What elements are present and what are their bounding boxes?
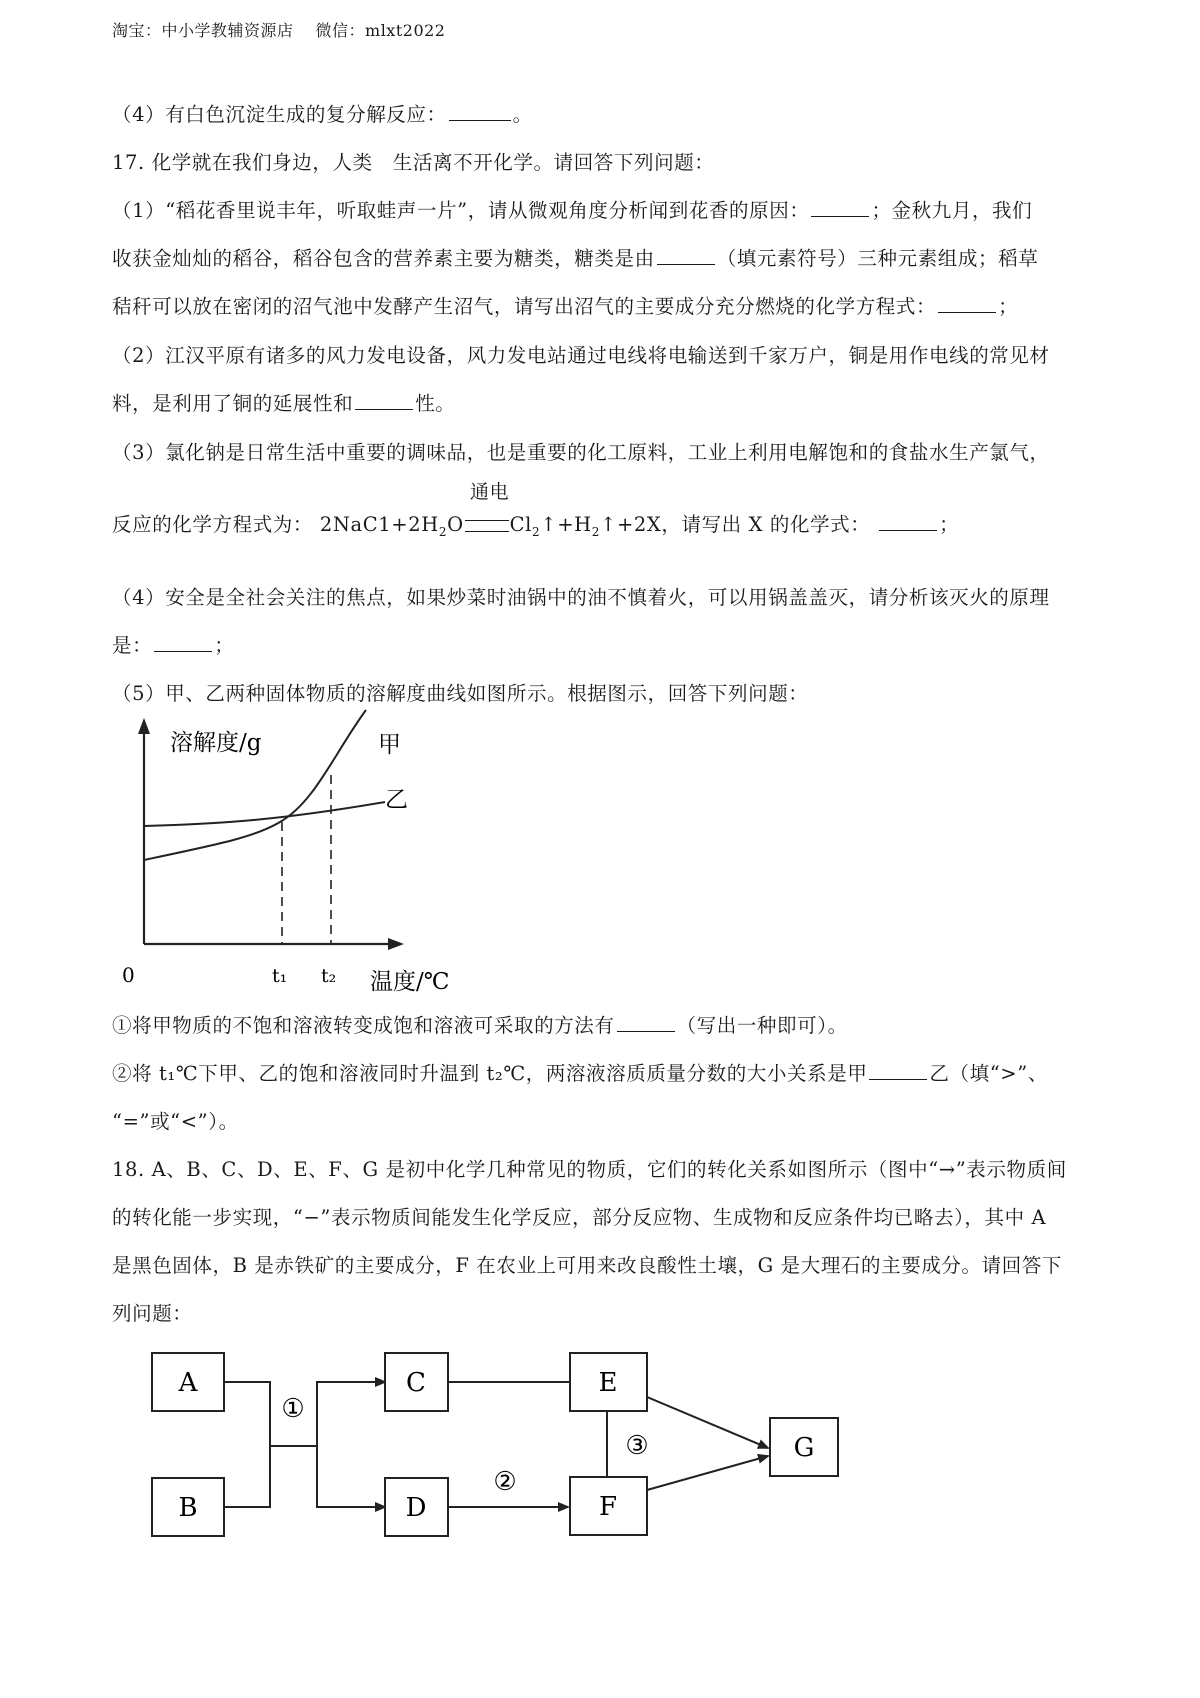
reaction-condition: 通电 (470, 481, 510, 503)
q17-part5-question1: ①将甲物质的不饱和溶液转变成饱和溶液可采取的方法有 （写出一种即可）。 (112, 1014, 848, 1037)
transformation-diagram (130, 1335, 870, 1575)
x-tick-label-t2: t₂ (321, 965, 337, 987)
q17-part5-question2-cont: “=”或“<”）。 (112, 1110, 239, 1133)
q18-line2: 的转化能一步实现，“−”表示物质间能发生化学反应，部分反应物、生成物和反应条件均已略去），其中 A (112, 1206, 1047, 1229)
answer-blank[interactable] (154, 650, 212, 652)
q17-part4-line2: 是： ； (112, 634, 235, 657)
answer-blank[interactable] (355, 408, 413, 410)
node-label-f: F (598, 1492, 618, 1522)
answer-blank[interactable] (938, 311, 996, 313)
answer-blank[interactable] (869, 1078, 927, 1080)
node-label-e: E (598, 1368, 618, 1398)
y-axis-label: 溶解度/g (170, 730, 262, 756)
solubility-chart (122, 712, 520, 995)
q17-part4-line1: （4）安全是全社会关注的焦点，如果炒菜时油锅中的油不慎着火，可以用锅盖盖灭，请分析该灭火的原理 (112, 586, 1050, 609)
x-axis-arrow (388, 938, 404, 950)
node-label-b: B (178, 1493, 198, 1523)
node-label-g: G (793, 1433, 815, 1463)
q17-part5-question2: ②将 t₁℃下甲、乙的饱和溶液同时升温到 t₂℃，两溶液溶质质量分数的大小关系是甲 乙（填“>”、 (112, 1062, 1048, 1085)
legend-label-jia: 甲 (378, 732, 401, 758)
x-axis-label: 温度/℃ (370, 969, 450, 995)
legend-label-yi: 乙 (385, 787, 408, 813)
q17-part3-line1: （3）氯化钠是日常生活中重要的调味品，也是重要的化工原料，工业上利用电解饱和的食盐水生产氯气， (112, 441, 1050, 464)
reaction-mark-3: ③ (625, 1431, 649, 1461)
q17-part3-equation-line: 反应的化学方程式为： $2NaC1+2H_2O$ 通电 $Cl_2↑+H_2↑+2X$，请写出 X 的化学式： ； (112, 509, 1102, 539)
reaction-mark-2: ② (493, 1467, 517, 1497)
answer-blank[interactable] (811, 215, 869, 217)
q17-part1-line3: 秸秆可以放在密闭的沼气池中发酵产生沼气，请写出沼气的主要成分充分燃烧的化学方程式： ； (112, 295, 1019, 318)
q17-part1-line2: 收获金灿灿的稻谷，稻谷包含的营养素主要为糖类，糖类是由 （填元素符号）三种元素组成；稻草 (112, 247, 1039, 270)
origin-label: 0 (122, 963, 135, 987)
header-shop: 淘宝：中小学教辅资源店 (112, 21, 294, 40)
series-line-yi (144, 802, 385, 826)
q18-line1: 18. A、B、C、D、E、F、G 是初中化学几种常见的物质，它们的转化关系如图所示（图中“→”表示物质间 (112, 1158, 1067, 1181)
q18-line4: 列问题： (112, 1302, 193, 1325)
equals-sign (465, 520, 509, 532)
node-label-d: D (405, 1493, 427, 1523)
q17-stem: 17. 化学就在我们身边，人类 生活离不开化学。请回答下列问题： (112, 151, 715, 174)
answer-blank[interactable] (449, 119, 511, 121)
q17-part2-line2: 料，是利用了铜的延展性和 性。 (112, 392, 456, 415)
answer-blank[interactable] (657, 263, 715, 265)
header-wechat: 微信：mlxt2022 (315, 21, 446, 40)
x-tick-label-t1: t₁ (272, 965, 288, 987)
answer-blank[interactable] (879, 529, 937, 531)
q18-line3: 是黑色固体，B 是赤铁矿的主要成分，F 在农业上可用来改良酸性土壤，G 是大理石的主要成分。请回答下 (112, 1254, 1063, 1277)
node-label-a: A (178, 1368, 198, 1398)
node-label-c: C (406, 1368, 426, 1398)
reaction-mark-1: ① (281, 1394, 305, 1424)
y-axis-arrow (138, 718, 150, 734)
q17-part2-line1: （2）江汉平原有诸多的风力发电设备，风力发电站通过电线将电输送到千家万户，铜是用作电线的常见材 (112, 344, 1050, 367)
chem-equation: $2NaC1+2H_2O$ 通电 $Cl_2↑+H_2↑+2X$，请写出 X 的化学式： (320, 513, 877, 536)
q17-part5-intro: （5）甲、乙两种固体物质的溶解度曲线如图所示。根据图示，回答下列问题： (112, 682, 809, 705)
q17-part1-line1: （1）“稻花香里说丰年，听取蛙声一片”，请从微观角度分析闻到花香的原因： ；金秋九月，我们 (112, 199, 1033, 222)
q16-part4: （4）有白色沉淀生成的复分解反应： 。 (112, 103, 533, 126)
answer-blank[interactable] (617, 1030, 675, 1032)
page-header (112, 18, 445, 41)
